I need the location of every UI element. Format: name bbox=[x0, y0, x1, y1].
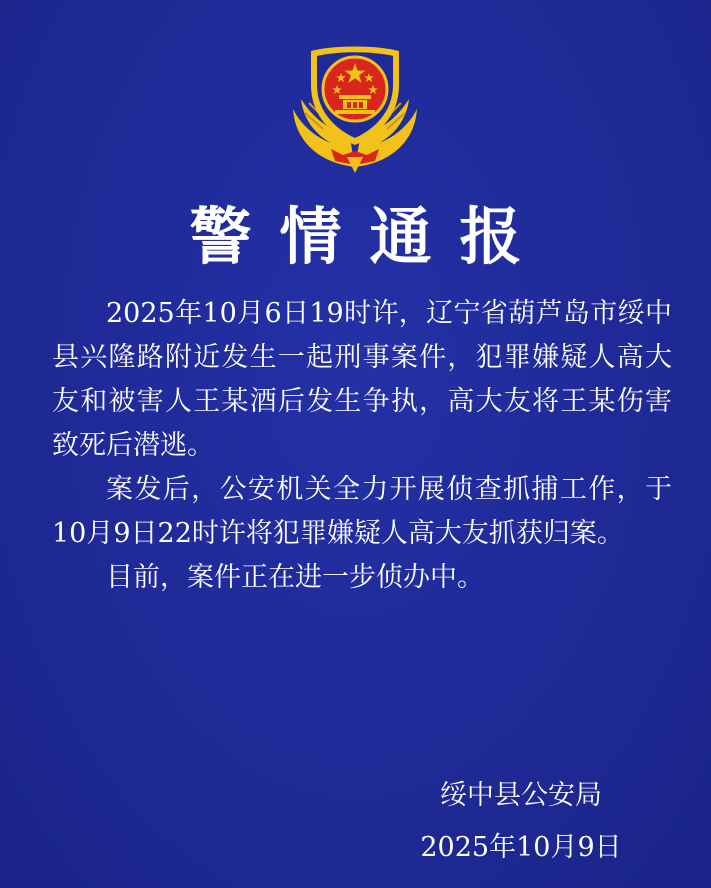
issue-date: 2025年10月9日 bbox=[420, 832, 622, 863]
notice-title: 警情通报 bbox=[189, 200, 550, 273]
notice-body bbox=[52, 292, 672, 600]
police-emblem-icon bbox=[287, 33, 423, 173]
notice-paragraph: 目前，案件正在进一步侦办中。 bbox=[106, 562, 484, 593]
notice-paragraph: 案发后，公安机关全力开展侦查抓捕工作，于10月9日22时许将犯罪嫌疑人高大友抓获归案。 bbox=[52, 474, 672, 549]
notice-paragraph: 2025年10月6日19时许，辽宁省葫芦岛市绥中县兴隆路附近发生一起刑事案件，犯罪嫌疑人高大友和被害人王某酒后发生争执，高大友将王某伤害致死后潜逃。 bbox=[52, 298, 672, 461]
issuing-organization: 绥中县公安局 bbox=[440, 780, 602, 811]
